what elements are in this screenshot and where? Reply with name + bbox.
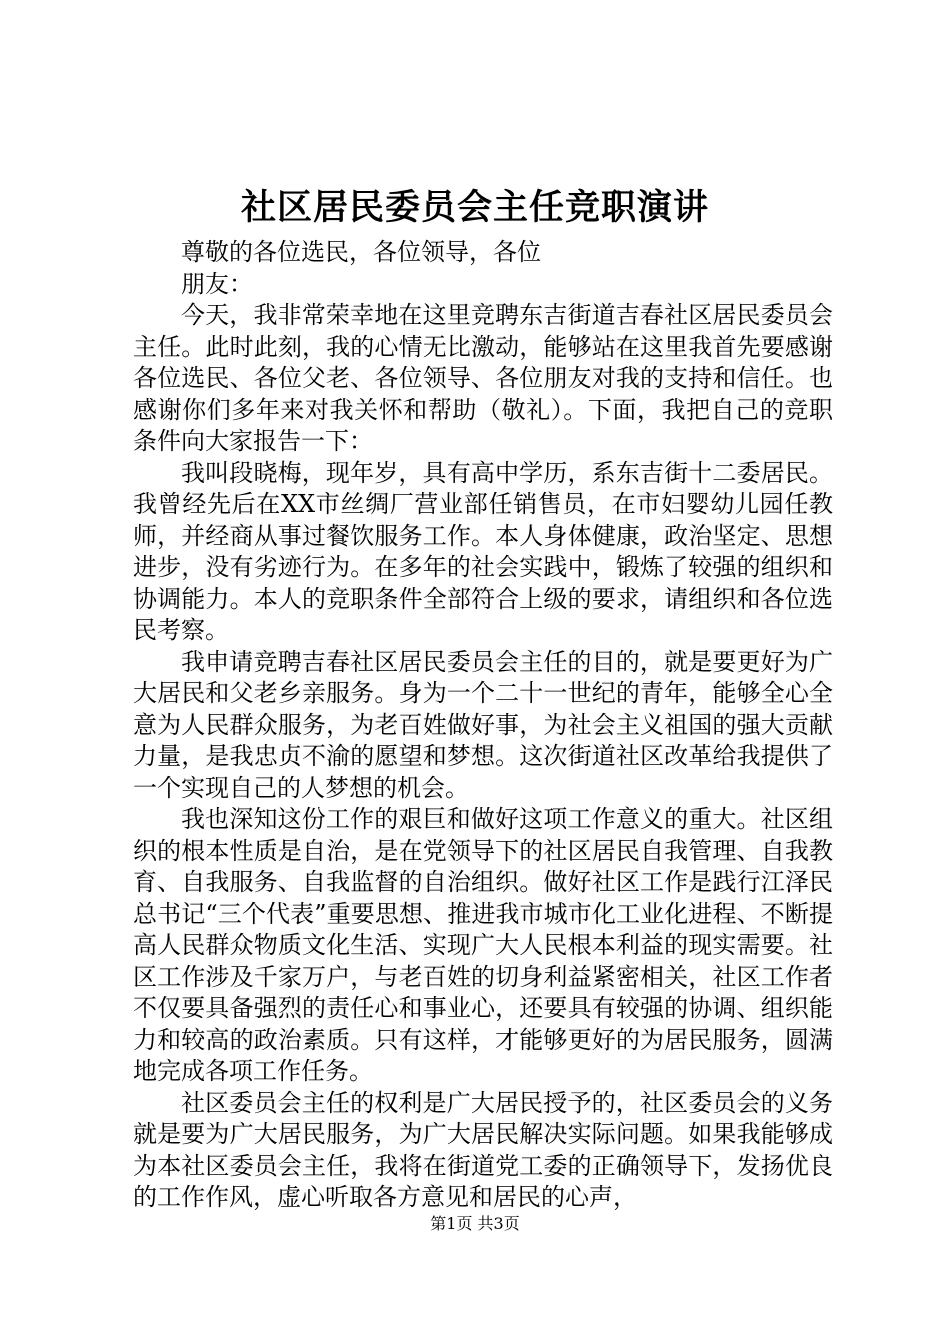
page-footer: 第1页 共3页 [430, 1214, 520, 1233]
body-paragraph: 我申请竞聘吉春社区居民委员会主任的目的，就是要更好为广大居民和父老乡亲服务。身为一个二十一世纪的青年，能够全心全意为人民群众服务，为老百姓做好事，为社会主义祖国的强大贡献力量，是我忠贞不渝的愿望和梦想。这次街道社区改革给我提供了一个实现自己的人梦想的机会。 [133, 647, 833, 802]
body-paragraph: 今天，我非常荣幸地在这里竞聘东吉街道吉春社区居民委员会主任。此时此刻，我的心情无比激动，能够站在这里我首先要感谢各位选民、各位父老、各位领导、各位朋友对我的支持和信任。也感谢你们多年来对我关怀和帮助（敬礼）。下面，我把自己的竞职条件向大家报告一下： [133, 301, 833, 455]
body-paragraph: 社区委员会主任的权利是广大居民授予的，社区委员会的义务就是要为广大居民服务，为广大居民解决实际问题。如果我能够成为本社区委员会主任，我将在街道党工委的正确领导下，发扬优良的工作作风，虚心听取各方意见和居民的心声， [133, 1088, 833, 1211]
greeting-line: 朋友： [181, 269, 253, 298]
document-body [133, 237, 833, 1214]
body-paragraph: 我叫段晓梅，现年岁，具有高中学历，系东吉街十二委居民。我曾经先后在XX市丝绸厂营业部任销售员，在市妇婴幼儿园任教师，并经商从事过餐饮服务工作。本人身体健康，政治坚定、思想进步，没有劣迹行为。在多年的社会实践中，锻炼了较强的组织和协调能力。本人的竞职条件全部符合上级的要求，请组织和各位选民考察。 [133, 458, 833, 644]
document-title: 社区居民委员会主任竞职演讲 [240, 187, 709, 228]
body-paragraph: 我也深知这份工作的艰巨和做好这项工作意义的重大。社区组织的根本性质是自治，是在党领导下的社区居民自我管理、自我教育、自我服务、自我监督的自治组织。做好社区工作是践行江泽民总书记“三个代表”重要思想、推进我市城市化工业化进程、不断提高人民群众物质文化生活、实现广大人民根本利益的现实需要。社区工作涉及千家万户，与老百姓的切身利益紧密相关，社区工作者不仅要具备强烈的责任心和事业心，还要具有较强的协调、组织能力和较高的政治素质。只有这样，才能够更好的为居民服务，圆满地完成各项工作任务。 [133, 805, 833, 1085]
greeting-line: 尊敬的各位选民，各位领导，各位 [181, 238, 541, 266]
